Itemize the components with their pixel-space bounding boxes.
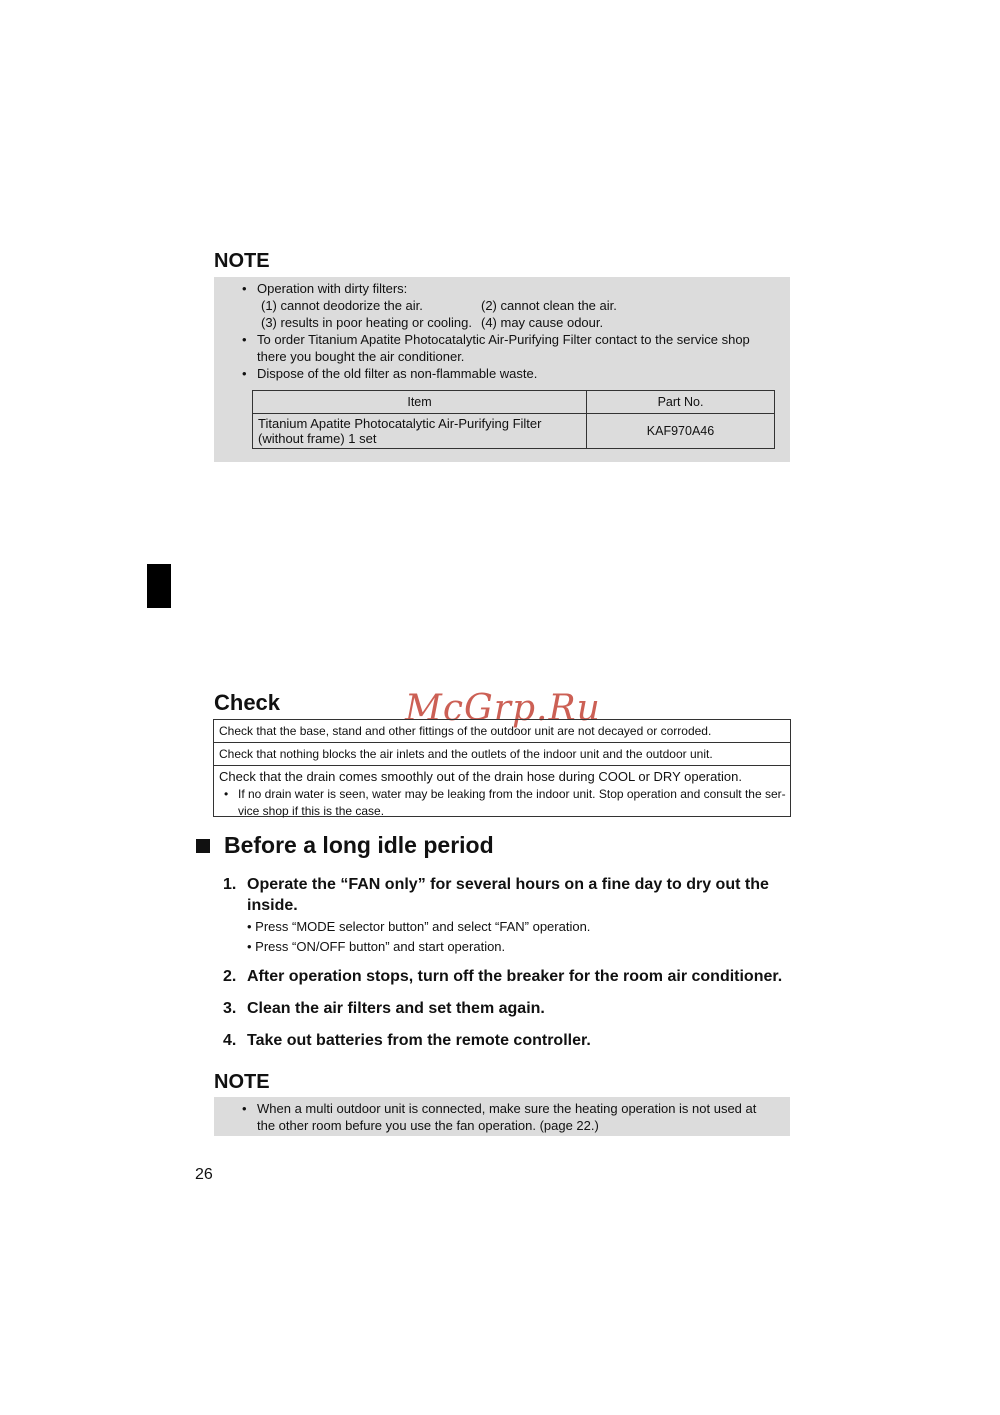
check-table	[213, 719, 791, 817]
note-subitem: (2) cannot clean the air.	[481, 298, 617, 313]
note-subitem: (3) results in poor heating or cooling.	[261, 315, 473, 330]
note-box	[214, 1097, 790, 1136]
check-row: Check that the base, stand and other fittings of the outdoor unit are not decayed or corroded.	[214, 720, 790, 743]
step-text: Operate the “FAN only” for several hours on a fine day to dry out the inside.	[247, 876, 769, 914]
note-subitem: (4) may cause odour.	[481, 315, 604, 330]
check-row-text: Check that the drain comes smoothly out of the drain hose during COOL or DRY operation.	[219, 769, 742, 784]
note-line: there you bought the air conditioner.	[257, 349, 465, 364]
page-number: 26	[195, 1166, 213, 1183]
step-number: 2.	[223, 968, 237, 985]
note-box	[214, 277, 790, 462]
section-tab-marker	[147, 564, 171, 608]
item-line: (without frame) 1 set	[258, 431, 377, 446]
table-header-part: Part No.	[587, 391, 775, 414]
section-heading: Before a long idle period	[224, 832, 494, 858]
check-row: Check that nothing blocks the air inlets and the outlets of the indoor unit and the outdoor unit.	[214, 743, 790, 766]
bullet: •	[224, 787, 229, 801]
step-number: 4.	[223, 1032, 237, 1049]
note-line: Dispose of the old filter as non-flammable waste.	[257, 366, 538, 381]
table-cell-item	[253, 414, 587, 449]
step-text: Take out batteries from the remote controller.	[247, 1032, 591, 1049]
step-sub-item: • Press “ON/OFF button” and start operation.	[247, 939, 506, 954]
item-line: Titanium Apatite Photocatalytic Air-Purifying Filter	[258, 416, 542, 431]
note-heading: NOTE	[214, 250, 270, 272]
watermark: McGrp.Ru	[405, 688, 601, 729]
table-header-item: Item	[253, 391, 587, 414]
step-number: 1.	[223, 876, 237, 893]
note-line: To order Titanium Apatite Photocatalytic Air-Purifying Filter contact to the service shop	[257, 332, 750, 347]
step-text: After operation stops, turn off the breaker for the room air conditioner.	[247, 968, 783, 985]
note-line: the other room befure you use the fan operation. (page 22.)	[257, 1118, 599, 1133]
check-heading: Check	[214, 690, 281, 715]
square-bullet-icon	[196, 839, 210, 853]
step-text: Clean the air filters and set them again.	[247, 1000, 545, 1017]
step-sub-item: • Press “MODE selector button” and select “FAN” operation.	[247, 919, 591, 934]
note-line: When a multi outdoor unit is connected, make sure the heating operation is not used at	[257, 1101, 757, 1116]
note-line: Operation with dirty filters:	[257, 281, 408, 296]
step-number: 3.	[223, 1000, 237, 1017]
parts-table	[252, 390, 775, 449]
check-row	[214, 766, 790, 816]
check-bullet-line: vice shop if this is the case.	[238, 804, 385, 818]
note-subitem: (1) cannot deodorize the air.	[261, 298, 423, 313]
check-bullet-line: If no drain water is seen, water may be leaking from the indoor unit. Stop operation and consult the ser-	[238, 787, 786, 801]
bullet: •	[242, 366, 247, 381]
table-cell-part: KAF970A46	[587, 414, 775, 449]
note-heading: NOTE	[214, 1071, 270, 1093]
bullet: •	[242, 1101, 247, 1116]
bullet: •	[242, 332, 247, 347]
bullet: •	[242, 281, 247, 296]
